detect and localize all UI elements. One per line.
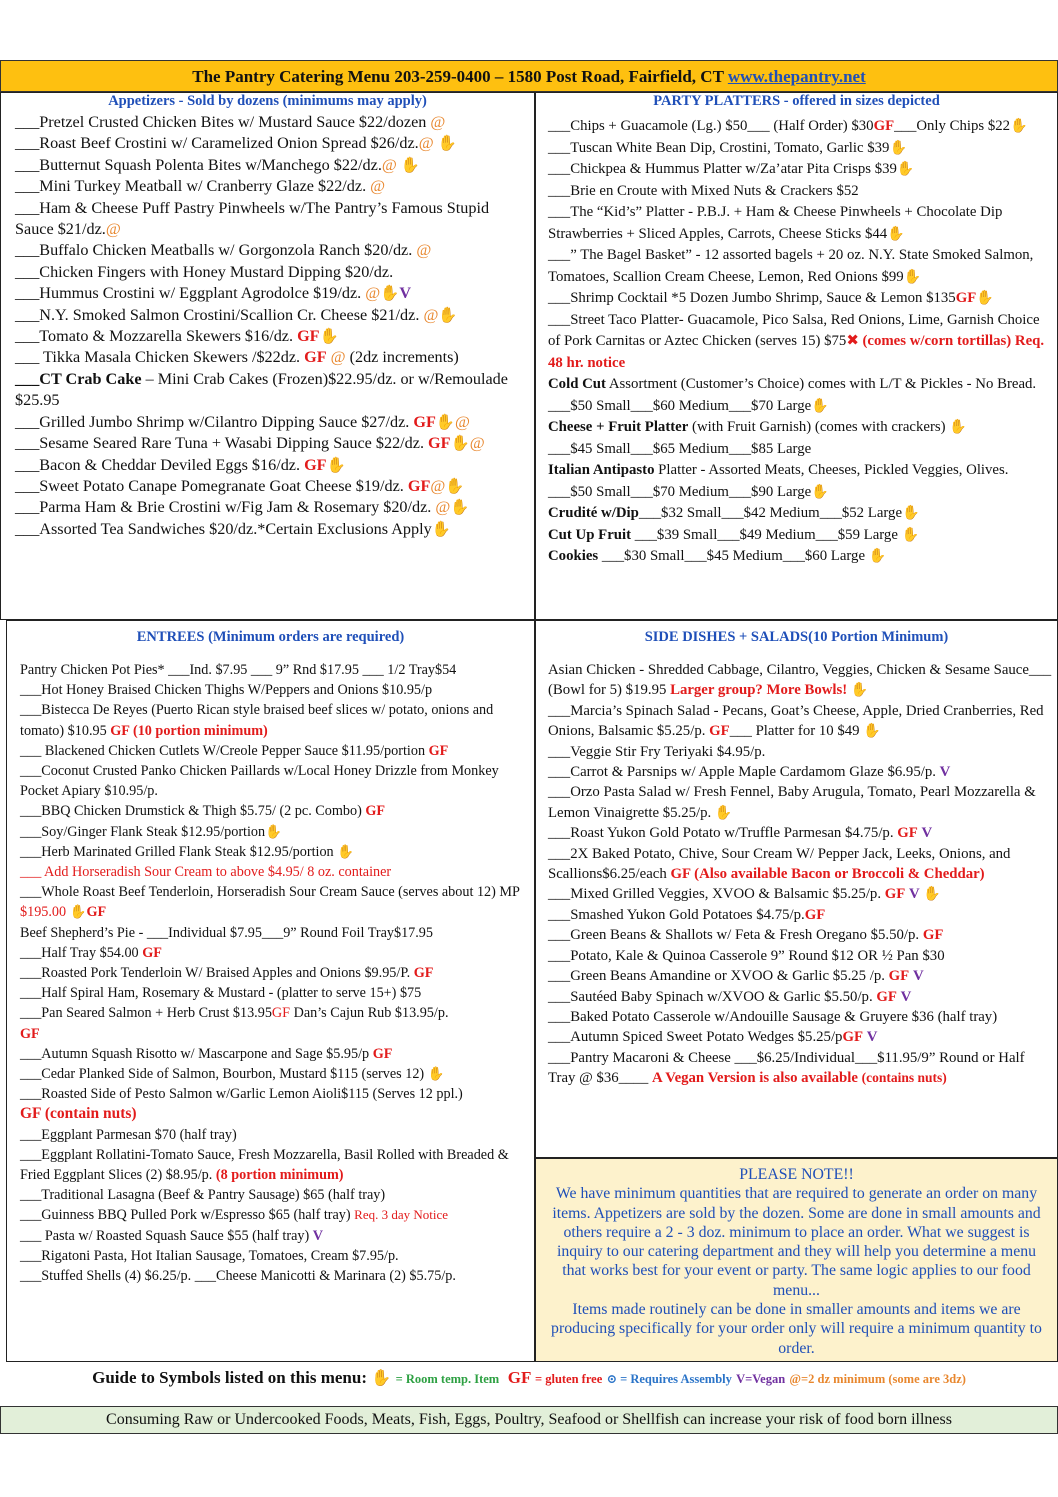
appetizers-section: [0, 92, 535, 620]
list-item: ___Rigatoni Pasta, Hot Italian Sausage, Tomatoes, Cream $7.95/p.: [20, 1247, 399, 1264]
party-heading: PARTY PLATTERS - offered in sizes depicted: [653, 93, 940, 109]
list-item: ___ Add Horseradish Sour Cream to above $4.95/ 8 oz. container: [20, 864, 392, 881]
list-item: ___Assorted Tea Sandwiches $20/dz.*Certain Exclusions Apply✋: [15, 519, 451, 538]
list-item: Asian Chicken - Shredded Cabbage, Cilantro, Veggies, Chicken & Sesame Sauce___ (Bowl for 5) $19.95 Larger group? More Bowls! ✋: [548, 662, 1052, 699]
hand-icon: ✋: [69, 904, 87, 920]
list-item: ___Coconut Crusted Panko Chicken Paillards w/Local Honey Drizzle from Monkey Pocket Apiary $10.95/p.: [20, 763, 499, 800]
vegan-icon: V: [900, 988, 912, 1005]
list-item: ___Roast Yukon Gold Potato w/Truffle Parmesan $4.75/p. GF V: [548, 825, 933, 842]
gf-icon: GF: [372, 1045, 393, 1062]
at-icon: @: [435, 498, 451, 517]
gf-icon: GF: [804, 906, 826, 923]
list-item: ___2X Baked Potato, Chive, Sour Cream W/ Pepper Jack, Leeks, Onions, and Scallions$6.25/each GF (Also available Bacon or Broccoli & Cheddar): [548, 845, 1011, 883]
list-item: ___Pretzel Crusted Chicken Bites w/ Mustard Sauce $22/dozen @: [15, 113, 446, 131]
gf-icon: GF: [413, 412, 436, 431]
list-item: ___Pan Seared Salmon + Herb Crust $13.95GF Dan’s Cajun Rub $13.95/p. GF: [20, 1005, 449, 1042]
list-item: Cut Up Fruit ___$39 Small___$49 Medium___$59 Large ✋: [548, 526, 920, 543]
hand-icon: ✋: [337, 843, 354, 859]
gf-icon: GF: [873, 118, 895, 134]
gf-icon: GF: [365, 803, 386, 820]
appetizers-heading: Appetizers - Sold by dozens (minimums may apply): [108, 93, 427, 109]
gf-icon: GF: [876, 988, 897, 1005]
list-item: Crudité w/Dip___$32 Small___$42 Medium___$52 Large✋: [548, 505, 920, 521]
list-item: ___Whole Roast Beef Tenderloin, Horseradish Sour Cream Sauce (serves about 12) MP $195.00 ✋GF: [20, 884, 520, 921]
list-item: ___Hot Honey Braised Chicken Thighs W/Peppers and Onions $10.95/p: [20, 682, 433, 699]
entrees-section: [6, 620, 535, 1362]
sides-section: [535, 620, 1058, 1158]
list-item: ___Guinness BBQ Pulled Pork w/Espresso $65 (half tray) Req. 3 day Notice: [20, 1207, 449, 1224]
list-item: ___Roasted Side of Pesto Salmon w/Garlic Lemon Aioli$115 (Serves 12 ppl.): [20, 1086, 463, 1103]
list-item: Cookies ___$30 Small___$45 Medium___$60 Large ✋: [548, 548, 887, 564]
note-title: PLEASE NOTE!!: [739, 1166, 854, 1183]
gf-icon: GF: [888, 968, 910, 985]
list-item: ___The “Kid’s” Platter - P.B.J. + Ham & Cheese Pinwheels + Chocolate Dip Strawberries + Sliced Apples, Carrots, Cheese Sticks $44✋: [548, 204, 1003, 242]
gf-icon: GF: [884, 886, 906, 903]
gf-icon: GF: [86, 904, 107, 921]
hand-icon: ✋: [450, 499, 470, 517]
at-icon: @: [418, 134, 434, 153]
gf-icon: GF: [304, 455, 327, 474]
hand-icon: ✋: [437, 135, 457, 153]
list-item: ___N.Y. Smoked Salmon Crostini/Scallion Cr. Cheese $21/dz. @✋: [15, 305, 458, 324]
gf-icon: GF: [297, 327, 320, 346]
symbols-guide: Guide to Symbols listed on this menu: ✋ = Room temp. Item GF = gluten free ⊙ = Requires Assembly V=Vegan @=2 dz minimum (some are 3dz): [92, 1368, 966, 1387]
list-item: ___Smashed Yukon Gold Potatoes $4.75/p.GF: [548, 906, 826, 923]
vegan-icon: V: [909, 886, 920, 903]
list-item: ___Cedar Planked Side of Salmon, Bourbon, Mustard $115 (serves 12) ✋: [20, 1066, 445, 1083]
hand-icon: ✋: [811, 397, 829, 414]
list-item: ___Carrot & Parsnips w/ Apple Maple Cardamom Glaze $6.95/p. V: [548, 764, 951, 781]
list-item: ___Butternut Squash Polenta Bites w/Manchego $22/dz.@ ✋: [15, 155, 420, 174]
hand-icon: ✋: [319, 328, 339, 346]
list-item: ___Shrimp Cocktail *5 Dozen Jumbo Shrimp, Sauce & Lemon $135GF✋: [548, 290, 994, 306]
gf-icon: GF: [922, 927, 944, 944]
list-item: ___Parma Ham & Brie Crostini w/Fig Jam & Rosemary $20/dz. @✋: [15, 498, 470, 517]
list-item: ___Hummus Crostini w/ Eggplant Agrodolce $19/dz. @✋V: [15, 284, 412, 303]
list-item: ___Street Taco Platter- Guacamole, Pico Salsa, Red Onions, Lime, Garnish Choice of Pork Carnitas or Aztec Chicken (serves 15) $75✖ (comes w/corn tortillas) Req. 48 hr. notice: [548, 311, 1045, 371]
gf-icon: GF: [507, 1368, 531, 1387]
list-item: ___Ham & Cheese Puff Pastry Pinwheels w/The Pantry’s Famous Stupid Sauce $21/dz.@: [15, 198, 490, 239]
at-icon: @: [330, 348, 346, 367]
hand-icon: ✋: [450, 435, 470, 453]
list-item: ___Green Beans & Shallots w/ Feta & Fresh Oregano $5.50/p. GF: [548, 927, 944, 944]
list-item: Cheese + Fruit Platter (with Fruit Garnish) (comes with crackers) ✋: [548, 419, 967, 435]
list-item: Pantry Chicken Pot Pies* ___Ind. $7.95 ___ 9” Rnd $17.95 ___ 1/2 Tray$54: [20, 662, 457, 678]
sides-heading: SIDE DISHES + SALADS(10 Portion Minimum): [644, 629, 949, 645]
list-item: ___ Blackened Chicken Cutlets W/Creole Pepper Sauce $11.95/portion GF: [20, 742, 449, 759]
list-item: ___Sautéed Baby Spinach w/XVOO & Garlic $5.50/p. GF V: [548, 988, 912, 1005]
website-link[interactable]: www.thepantry.net: [727, 67, 866, 86]
gf-icon: GF: [842, 1029, 864, 1046]
gf-icon: GF: [955, 290, 977, 306]
list-item: ___Chickpea & Hummus Platter w/Za’atar Pita Crisps $39✋: [548, 161, 915, 177]
hand-icon: ✋: [326, 456, 346, 474]
list-item: Italian Antipasto Platter - Assorted Meats, Cheeses, Pickled Veggies, Olives. ___$50 Small___$70 Medium___$90 Large✋: [548, 462, 1009, 500]
hand-icon: ✋: [949, 419, 967, 435]
gf-icon: GF: [142, 944, 162, 961]
list-item: ___Chips + Guacamole (Lg.) $50___ (Half Order) $30GF___Only Chips $22✋: [548, 118, 1028, 134]
note-body: We have minimum quantities that are required to generate an order on many items. Appetizers are sold by the dozen. Some are done in small amounts and others require a 2 - 3 doz. minimum to place an order. What we suggest is inquiry to our catering department and they will help you determine a menu that works best for your event or party. The same logic applies to our food menu...: [552, 1185, 1041, 1299]
list-item: ___Grilled Jumbo Shrimp w/Cilantro Dipping Sauce $27/dz. GF✋@: [15, 412, 470, 431]
guide-label: Guide to Symbols listed on this menu:: [92, 1368, 367, 1387]
hand-icon: ✋: [811, 483, 829, 500]
list-item: GF (contain nuts): [20, 1105, 137, 1123]
list-item: ___Traditional Lasagna (Beef & Pantry Sausage) $65 (half tray): [20, 1187, 386, 1204]
gf-icon: GF: [304, 348, 327, 367]
menu-title: The Pantry Catering Menu 203-259-0400 – 1580 Post Road, Fairfield, CT: [192, 67, 724, 86]
at-icon: @: [423, 305, 439, 324]
at-icon: @: [430, 476, 446, 495]
list-item: Cold Cut Assortment (Customer’s Choice) comes with L/T & Pickles - No Bread. ___$50 Small___$60 Medium___$70 Large✋: [548, 376, 1037, 414]
vegan-icon: V: [939, 764, 951, 781]
vegan-icon: V: [866, 1029, 878, 1046]
hand-icon: ✋: [903, 268, 922, 285]
at-icon: @: [370, 177, 386, 196]
list-item: ___Autumn Squash Risotto w/ Mascarpone and Sage $5.95/p GF: [20, 1045, 393, 1062]
hand-icon: ✋: [863, 723, 881, 740]
list-item: ___Veggie Stir Fry Teriyaki $4.95/p.: [548, 743, 766, 760]
hand-icon: ✋: [427, 1066, 445, 1082]
hand-icon: ✋: [380, 285, 400, 303]
list-item: ___Buffalo Chicken Meatballs w/ Gorgonzola Ranch $20/dz. @: [15, 241, 432, 260]
at-icon: @: [105, 220, 121, 239]
list-item: ___Chicken Fingers with Honey Mustard Dipping $20/dz.: [15, 262, 394, 281]
list-item: ___Bistecca De Reyes (Puerto Rican style braised beef slices w/ potato, onions and tomato) $10.95 GF (10 portion minimum): [20, 702, 494, 739]
vegan-icon: V: [921, 825, 933, 842]
list-item: ___Half Spiral Ham, Rosemary & Mustard - (platter to serve 15+) $75: [20, 985, 422, 1002]
list-item: ___ Pasta w/ Roasted Squash Sauce $55 (half tray) V: [20, 1227, 324, 1244]
hand-icon: ✋: [887, 225, 905, 242]
list-item: ___Sesame Seared Rare Tuna + Wasabi Dipping Sauce $22/dz. GF✋@: [15, 434, 485, 453]
list-item: ___Roast Beef Crostini w/ Caramelized Onion Spread $26/dz.@ ✋: [15, 134, 457, 153]
hand-icon: ✋: [868, 548, 887, 564]
hand-icon: ✋: [431, 520, 451, 538]
list-item: ___Sweet Potato Canape Pomegranate Goat Cheese $19/dz. GF@✋: [15, 476, 465, 495]
hand-icon: ✋: [1010, 118, 1028, 134]
note-body: Items made routinely can be done in smaller amounts and items we are producing specifically for your order only will require a minimum quantity to order.: [551, 1301, 1042, 1357]
at-icon: @: [455, 412, 470, 431]
list-item: ___$45 Small___$65 Medium___$85 Large: [548, 440, 812, 457]
hand-icon: ✋: [265, 823, 282, 839]
hand-icon: ✋: [445, 477, 465, 495]
list-item: ___” The Bagel Basket” - 12 assorted bagels + 20 oz. N.Y. State Smoked Salmon, Tomatoes, Scallion Cream Cheese, Lemon, Red Onions $99✋: [548, 247, 1034, 285]
vegan-icon: V: [312, 1227, 324, 1244]
at-icon: @: [430, 113, 446, 131]
hand-icon: ✋: [400, 156, 420, 174]
gf-icon: GF: [897, 825, 918, 842]
at-icon: @: [381, 155, 397, 174]
hand-icon: ✋: [923, 886, 941, 903]
gf-icon: GF: [428, 434, 451, 453]
hand-icon: ✋: [901, 526, 920, 543]
list-item: ___Eggplant Rollatini-Tomato Sauce, Fresh Mozzarella, Basil Rolled with Breaded & Fried Eggplant Slices (2) $8.95/p. (8 portion minimum): [20, 1146, 509, 1184]
list-item: ___Mini Turkey Meatball w/ Cranberry Glaze $22/dz. @: [15, 177, 386, 196]
at-icon: @: [365, 284, 381, 303]
hand-icon: ✋: [976, 290, 994, 306]
hand-icon: ✋: [850, 682, 869, 699]
list-item: ___Tomato & Mozzarella Skewers $16/dz. GF✋: [15, 327, 339, 346]
menu-title-banner: [0, 60, 1058, 92]
list-item: ___Brie en Croute with Mixed Nuts & Crackers $52: [548, 182, 859, 199]
at-icon: @: [416, 241, 432, 260]
hand-icon: ✋: [371, 1370, 392, 1387]
list-item: ___Half Tray $54.00 GF: [20, 944, 162, 961]
list-item: ___Stuffed Shells (4) $6.25/p. ___Cheese Manicotti & Marinara (2) $5.75/p.: [20, 1268, 456, 1285]
list-item: ___Mixed Grilled Veggies, XVOO & Balsamic $5.25/p. GF V ✋: [548, 886, 941, 903]
list-item: ___Eggplant Parmesan $70 (half tray): [20, 1126, 237, 1143]
list-item: ___CT Crab Cake – Mini Crab Cakes (Frozen)$22.95/dz. or w/Remoulade $25.95: [15, 369, 508, 410]
gf-icon: GF: [413, 965, 434, 982]
list-item: ___BBQ Chicken Drumstick & Thigh $5.75/ (2 pc. Combo) GF: [20, 803, 386, 820]
vegan-icon: V: [912, 968, 924, 985]
please-note-box: [535, 1158, 1058, 1362]
hand-icon: ✋: [896, 161, 915, 177]
gf-icon: GF: [428, 742, 449, 759]
list-item: ___Bacon & Cheddar Deviled Eggs $16/dz. GF✋: [15, 455, 346, 474]
gf-icon: GF: [709, 723, 730, 740]
list-item: ___Marcia’s Spinach Salad - Pecans, Goat’s Cheese, Apple, Dried Cranberries, Red Onions, Balsamic $5.25/p. GF___ Platter for 10 $49 ✋: [548, 702, 1044, 740]
party-platters-section: [535, 92, 1058, 620]
at-icon: @: [469, 434, 485, 453]
hand-icon: ✋: [889, 139, 907, 156]
list-item: ___ Tikka Masala Chicken Skewers /$22dz. GF @ (2dz increments): [15, 348, 459, 367]
x-icon: ✖: [846, 333, 859, 349]
entrees-heading: ENTREES (Minimum orders are required): [136, 629, 405, 645]
hand-icon: ✋: [902, 505, 920, 521]
vegan-icon: V: [399, 284, 412, 303]
hand-icon: ✋: [435, 413, 455, 431]
list-item: Beef Shepherd’s Pie - ___Individual $7.95___9” Round Foil Tray$17.95: [20, 924, 433, 941]
food-safety-warning: Consuming Raw or Undercooked Foods, Meats, Fish, Eggs, Poultry, Seafood or Shellfish can increase your risk of food born illness: [0, 1406, 1058, 1434]
list-item: ___Green Beans Amandine or XVOO & Garlic $5.25 /p. GF V: [548, 968, 924, 985]
list-item: ___Soy/Ginger Flank Steak $12.95/portion✋: [20, 823, 282, 840]
list-item: ___Baked Potato Casserole w/Andouille Sausage & Gruyere $36 (half tray): [548, 1008, 998, 1025]
list-item: ___Herb Marinated Grilled Flank Steak $12.95/portion ✋: [20, 843, 354, 860]
list-item: ___Orzo Pasta Salad w/ Fresh Fennel, Baby Arugula, Tomato, Pearl Mozzarella & Lemon Vinaigrette $5.25/p. ✋: [548, 784, 1036, 821]
list-item: ___Autumn Spiced Sweet Potato Wedges $5.25/pGF V: [548, 1029, 878, 1046]
gf-icon: GF: [20, 1025, 40, 1042]
list-item: ___Roasted Pork Tenderloin W/ Braised Apples and Onions $9.95/P. GF: [20, 965, 434, 982]
hand-icon: ✋: [714, 804, 733, 821]
list-item: ___Tuscan White Bean Dip, Crostini, Tomato, Garlic $39✋: [548, 139, 907, 156]
gf-icon: GF: [407, 476, 431, 495]
list-item: ___Pantry Macaroni & Cheese ___$6.25/Individual___$11.95/9” Round or Half Tray @ $36____ A Vegan Version is also available (contains nuts): [548, 1049, 1025, 1087]
list-item: ___Potato, Kale & Quinoa Casserole 9” Round $12 OR ½ Pan $30: [548, 947, 945, 964]
hand-icon: ✋: [438, 306, 458, 324]
